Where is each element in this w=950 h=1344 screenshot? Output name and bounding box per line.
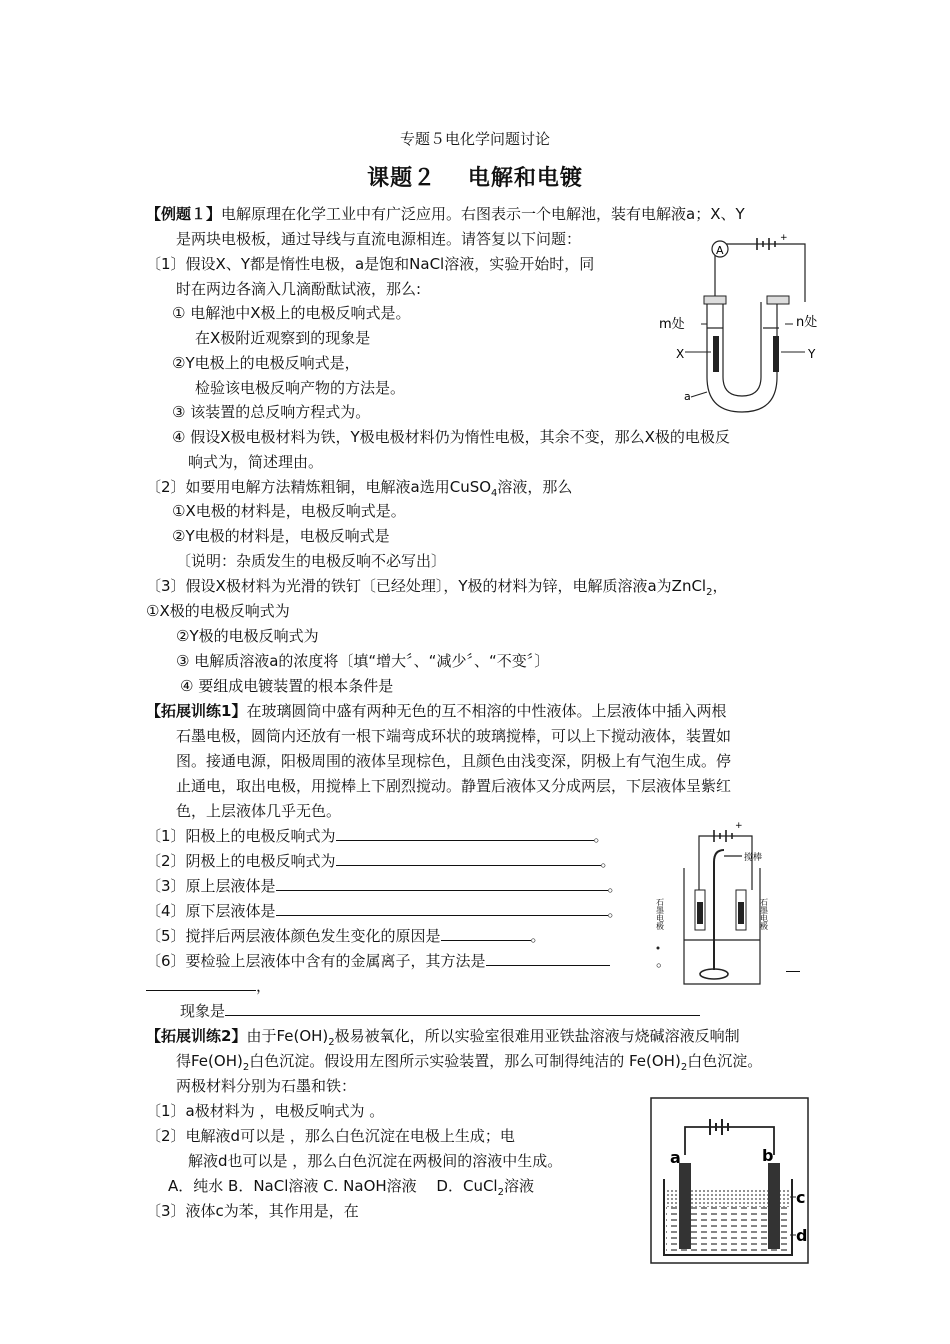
x-label: X [676,347,685,361]
q1-part1b: 在X极附近观察到的现象是 [195,329,371,347]
train2-l2sub: 2 [242,1062,250,1073]
q1-intro-a: 〔1〕假设X、Y都是惰性电极，a是饱和NaCl溶液，实验开始时，同 [146,255,595,273]
q2-part2: ②Y电极的材料是，电极反响式是 [172,527,390,545]
wire [715,244,805,302]
train1-line4: 止通电，取出电极，用搅棒上下剧烈搅动。静置后液体又分成两层，下层液体呈紫红 [176,777,732,795]
q2-intro-text: 〔2〕如要用电解方法精炼粗铜，电解液a选用CuSO [146,478,492,496]
train2-q3: 〔3〕液体c为苯，其作用是，在 [146,1202,359,1220]
q3-part1: ①X极的电极反响式为 [146,602,290,620]
phenomenon-label: 现象是 [180,1002,226,1020]
train2-l1a: 由于Fe(OH) [246,1027,329,1045]
train1-tag: 【拓展训练1】 [146,702,247,720]
electrode-x [713,336,719,372]
electrode-a [679,1163,691,1249]
a-label: a [670,1148,681,1167]
q2-intro [146,477,572,497]
right-electrode-label: 石墨电极 [759,898,769,930]
example1-line2: 是两块电极板，通过导线与直流电源相连。请答复以下问题： [176,230,582,248]
example1-line1 [146,204,745,224]
train1-phenomenon [180,1001,700,1021]
train2-l2a: 得Fe(OH) [176,1052,243,1070]
answer-blank[interactable] [441,926,531,941]
period: 。 [607,877,623,895]
q3-part3: ③ 电解质溶液a的浓度将〔填“增大〞、“减少〞、“不变〞〕 [176,652,550,670]
train1-q1-text: 〔1〕阳极上的电极反响式为 [146,827,336,845]
train1-q1 [146,826,609,846]
train1-q5 [146,926,546,946]
q2-intro-end: 溶液，那么 [497,478,573,496]
stopper-left [704,296,726,304]
q1-part4a: ④ 假设X极电极材料为铁，Y极电极材料仍为惰性电极，其余不变，那么X极的电极反 [172,428,730,446]
period: 。 [530,927,546,945]
q2-part1: ①X电极的材料是，电极反响式是。 [172,502,406,520]
example1-text: 电解原理在化学工业中有广泛应用。右图表示一个电解池，装有电解液a；X、Y [221,205,745,223]
train1-line3: 图。接通电源，阳极周围的液体呈现棕色，且颜色由浅变深，阴极上有气泡生成。停 [176,752,732,770]
options-sub: 2 [497,1187,504,1198]
m-label: m处 [659,317,685,332]
answer-blank[interactable] [276,876,608,891]
page-title: 课题２ 电解和电镀 [367,166,583,191]
answer-blank[interactable] [336,826,594,841]
train2-q1: 〔1〕a极材料为 ，电极反响式为 。 [146,1102,385,1120]
period-after-q6: 。 [656,952,672,970]
stopper-right [767,296,789,304]
train1-q6-cont [146,976,271,996]
q2-intro-sub: 4 [491,488,498,499]
answer-blank[interactable] [486,951,610,966]
c-label: c [796,1188,806,1207]
train2-options [168,1176,534,1196]
train1-line1 [146,701,726,721]
train2-line1 [146,1026,740,1046]
y-label: Y [808,347,816,361]
answer-blank[interactable] [336,851,601,866]
train2-l2b: 白色沉淀。假设用左图所示实验装置，那么可制得纯洁的 Fe(OH) [249,1052,681,1070]
answer-blank[interactable] [276,901,608,916]
train2-line3: 两极材料分别为石墨和铁： [176,1077,357,1095]
graphite-electrode-left [697,902,703,924]
fe-oh2-electrolysis-figure [650,1097,810,1265]
train2-l1b: 极易被氧化，所以实验室很难用亚铁盐溶液与烧碱溶液反响制 [334,1027,740,1045]
train2-tag: 【拓展训练2】 [146,1027,247,1045]
q3-part2: ②Y极的电极反响式为 [176,627,319,645]
train1-line5: 色，上层液体几乎无色。 [176,802,342,820]
period: 。 [593,827,609,845]
left-electrode-label: 石墨电极 [655,898,665,930]
train1-q2-text: 〔2〕阴极上的电极反响式为 [146,852,336,870]
q3-part4: ④ 要组成电镀装置的根本条件是 [180,677,394,695]
train2-l2c: 白色沉淀。 [687,1052,763,1070]
train1-q6 [146,951,610,971]
subtitle: 专题５电化学问题讨论 [399,130,550,148]
train1-q3-text: 〔3〕原上层液体是 [146,877,276,895]
train1-text: 在玻璃圆筒中盛有两种无色的互不相溶的中性液体。上层液体中插入两根 [246,702,727,720]
stir-label: 搅棒 [744,853,763,863]
plus-label: + [780,233,788,243]
q3-intro-text: 〔3〕假设X极材料为光滑的铁钉〔已经处理〕，Y极的材料为锌，电解质溶液a为ZnCl [146,577,707,595]
options-end: 溶液 [503,1177,534,1195]
train2-line2 [176,1051,762,1071]
train1-q4-text: 〔4〕原下层液体是 [146,902,276,920]
q1-intro-b: 时在两边各滴入几滴酚酞试液，那么: [176,280,422,298]
comma: ， [256,977,272,995]
q1-part2b: 检验该电极反响产物的方法是。 [195,379,406,397]
ammeter-label: A [716,244,724,257]
answer-blank[interactable] [146,976,256,991]
n-label: n处 [796,315,818,330]
q2-note: 〔说明：杂质发生的电极反响不必写出〕 [176,552,447,570]
q1-part2: ②Y电极上的电极反响式是， [172,354,360,372]
graphite-electrode-right [738,902,744,924]
train1-q6-text: 〔6〕要检验上层液体中含有的金属离子，其方法是 [146,952,486,970]
example1-tag: 【例题１】 [146,205,222,223]
q3-intro-end: ， [712,577,728,595]
train2-q2b: 解液d也可以是 ，那么白色沉淀在两极间的溶液中生成。 [188,1152,563,1170]
electrode-y [773,336,779,372]
answer-blank[interactable] [225,1001,700,1016]
options-text: A．纯水 B．NaCl溶液 C. NaOH溶液 D．CuCl [168,1177,498,1195]
electrode-b [768,1163,780,1249]
train1-q2 [146,851,616,871]
train2-q2a: 〔2〕电解液d可以是 ，那么白色沉淀在电极上生成；电 [146,1127,515,1145]
q3-intro [146,576,728,596]
plus-label: + [735,821,743,831]
q1-part4b: 响式为，简述理由。 [188,453,324,471]
period: 。 [607,902,623,920]
a-label: a [684,390,691,403]
train1-q3 [146,876,623,896]
period: 。 [600,852,616,870]
q1-part3: ③ 该装置的总反响方程式为。 [172,403,371,421]
q3-intro-sub: 2 [706,587,713,598]
u-tube-electrolysis-figure [655,232,840,422]
beaker-electrodes-figure [650,818,778,990]
train1-line2: 石墨电极，圆筒内还放有一根下端弯成环状的玻璃搅棒，可以上下搅动液体，装置如 [176,727,732,745]
q1-part1: ① 电解池中X极上的电极反响式是。 [172,304,411,322]
train2-l1sub: 2 [328,1037,335,1048]
train1-q4 [146,901,623,921]
train2-l2sub2: 2 [680,1062,688,1073]
answer-blank[interactable] [786,957,800,972]
b-label: b [762,1146,774,1165]
d-label: d [796,1226,808,1245]
train1-q5-text: 〔5〕搅拌后两层液体颜色发生变化的原因是 [146,927,441,945]
stir-rod [714,850,724,970]
